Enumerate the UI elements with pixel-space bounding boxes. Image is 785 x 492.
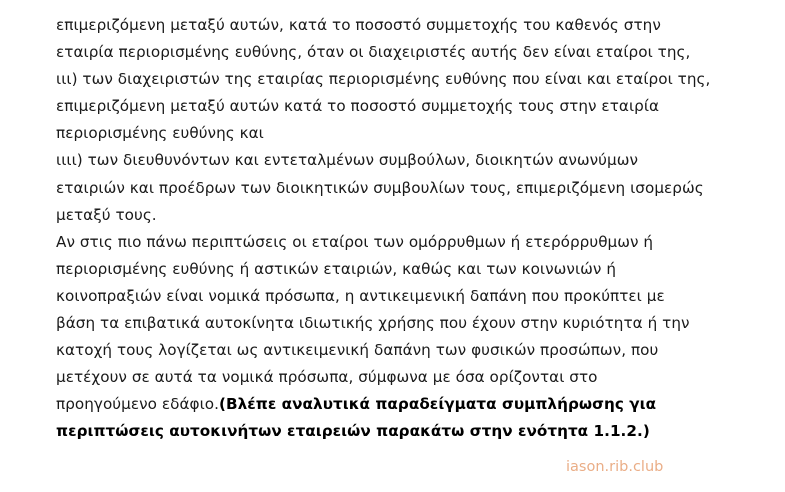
text-line: βάση τα επιβατικά αυτοκίνητα ιδιωτικής χρήσης που έχουν στην κυριότητα ή την	[56, 314, 690, 333]
text-line: επιμεριζόμενη μεταξύ αυτών κατά το ποσοστό συμμετοχής τους στην εταιρία	[56, 97, 660, 116]
text-normal: προηγούμενο εδάφιο.	[56, 395, 219, 414]
text-line: εταιριών και προέδρων των διοικητικών συμβουλίων τους, επιμεριζόμενη ισομερώς	[56, 178, 704, 197]
text-line: μεταξύ τους.	[56, 205, 157, 224]
text-line: επιμεριζόμενη μεταξύ αυτών, κατά το ποσοστό συμμετοχής του καθενός στην	[56, 16, 661, 34]
text-line: ιιι) των διαχειριστών της εταιρίας περιορισμένης ευθύνης που είναι και εταίροι της,	[56, 70, 711, 89]
text-line: κοινοπραξιών είναι νομικά πρόσωπα, η αντικειμενική δαπάνη που προκύπτει με	[56, 286, 665, 305]
text-line: Αν στις πιο πάνω περιπτώσεις οι εταίροι των ομόρρυθμων ή ετερόρρυθμων ή	[56, 232, 654, 251]
text-line: περιορισμένης ευθύνης ή αστικών εταιριών, καθώς και των κοινωνιών ή	[56, 259, 616, 278]
text-line: μετέχουν σε αυτά τα νομικά πρόσωπα, σύμφωνα με όσα ορίζονται στο	[56, 368, 598, 387]
bold-reference-note: (Βλέπε αναλυτικά παραδείγματα συμπλήρωσης για	[218, 395, 657, 414]
text-line: ιιιι) των διευθυνόντων και εντεταλμένων συμβούλων, διοικητών ανωνύμων	[56, 151, 639, 170]
document-body	[56, 12, 776, 446]
bold-reference-note-continued: περιπτώσεις αυτοκινήτων εταιρειών παρακάτω στην ενότητα 1.1.2.)	[56, 422, 650, 441]
text-line: εταιρία περιορισμένης ευθύνης, όταν οι διαχειριστές αυτής δεν είναι εταίροι της,	[56, 43, 691, 62]
text-line: κατοχή τους λογίζεται ως αντικειμενική δαπάνη των φυσικών προσώπων, που	[56, 341, 659, 360]
text-line: περιορισμένης ευθύνης και	[56, 124, 264, 143]
text-line-mixed	[56, 391, 776, 418]
watermark-text: iason.rib.club	[566, 459, 664, 475]
